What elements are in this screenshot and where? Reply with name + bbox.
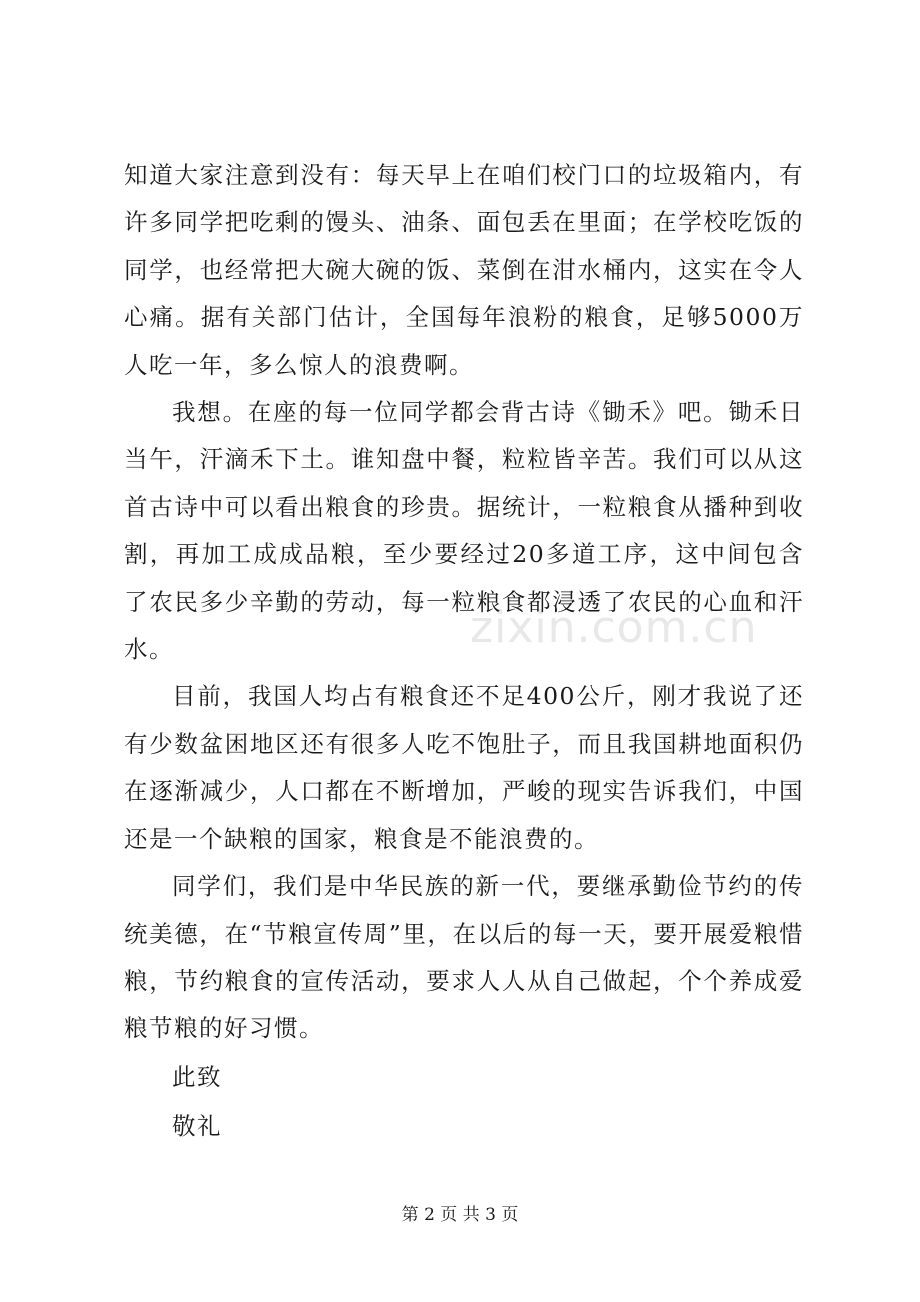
closing-salutation: 此致	[172, 1062, 222, 1091]
paragraph-2: 我想。在座的每一位同学都会背古诗《锄禾》吧。锄禾日当午，汗滴禾下土。谁知盘中餐，粒粒皆辛苦。我们可以从这首古诗中可以看出粮食的珍贵。据统计，一粒粮食从播种到收割，再加工成成品粮，至少要经过20多道工序，这中间包含了农民多少辛勤的劳动，每一粒粮食都浸透了农民的心血和汗水。	[124, 398, 804, 664]
closing-regards: 敬礼	[172, 1111, 222, 1140]
page-footer: 第 2 页 共 3 页	[401, 1205, 519, 1225]
paragraph-3: 目前，我国人均占有粮食还不足400公斤，刚才我说了还有少数盆困地区还有很多人吃不饱肚子，而且我国耕地面积仍在逐渐减少，人口都在不断增加，严峻的现实告诉我们，中国还是一个缺粮的国家，粮食是不能浪费的。	[124, 682, 804, 853]
document-body	[124, 152, 804, 1151]
watermark: zixin.com.cn	[470, 602, 758, 653]
paragraph-1: 知道大家注意到没有：每天早上在咱们校门口的垃圾箱内，有许多同学把吃剩的馒头、油条、面包丢在里面；在学校吃饭的同学，也经常把大碗大碗的饭、菜倒在泔水桶内，这实在令人心痛。据有关部门估计，全国每年浪粉的粮食，足够5000万人吃一年，多么惊人的浪费啊。	[124, 161, 804, 379]
paragraph-4: 同学们，我们是中华民族的新一代，要继承勤俭节约的传统美德，在“节粮宣传周”里，在以后的每一天，要开展爱粮惜粮，节约粮食的宣传活动，要求人人从自己做起，个个养成爱粮节粮的好习惯。	[124, 872, 804, 1043]
